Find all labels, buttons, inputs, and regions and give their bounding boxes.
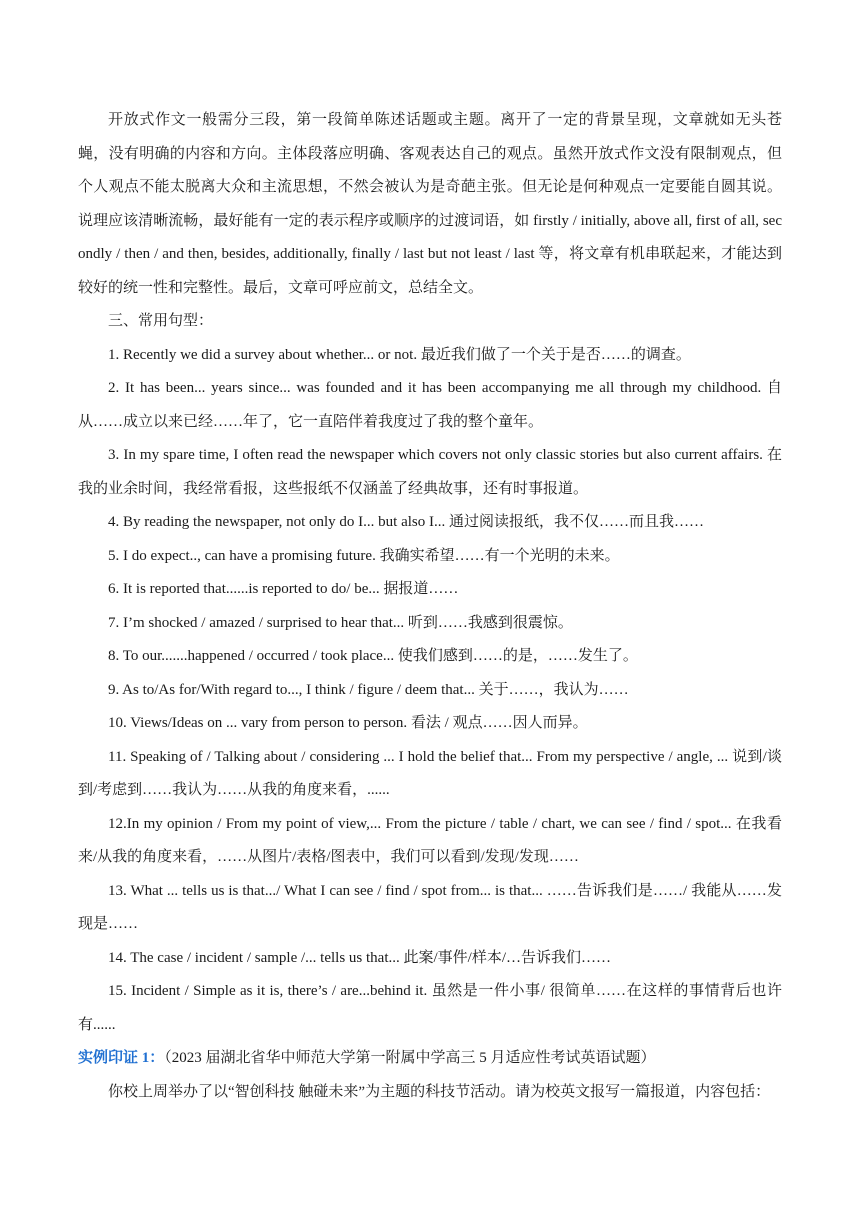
sentence-item: 7. I’m shocked / amazed / surprised to hear that... 听到……我感到很震惊。 [108, 614, 573, 631]
sentence-item: 5. I do expect.., can have a promising future. 我确实希望……有一个光明的未来。 [108, 547, 620, 564]
sentence-item: 13. What ... tells us is that.../ What I can see / find / spot from... is that... ……告诉我们是……/ 我能从……发现是…… [78, 882, 782, 932]
sentence-item: 6. It is reported that......is reported to do/ be... 据报道…… [108, 581, 459, 597]
sentence-item: 9. As to/As for/With regard to..., I think / figure / deem that... 关于……，我认为…… [108, 681, 629, 698]
sentence-item: 11. Speaking of / Talking about / considering ... I hold the belief that... From my perspective / angle, ... 说到/谈到/考虑到……我认为……从我的角度来看，...... [78, 748, 782, 798]
example-header [78, 1042, 782, 1076]
sentence-item: 8. To our.......happened / occurred / took place... 使我们感到……的是，……发生了。 [108, 648, 638, 664]
sentence-item: 3. In my spare time, I often read the newspaper which covers not only classic stories but also current affairs. 在我的业余时间，我经常看报，这些报纸不仅涵盖了经典故事，还有时事报道。 [78, 447, 782, 497]
sentence-item: 10. Views/Ideas on ... vary from person to person. 看法 / 观点……因人而异。 [108, 715, 588, 731]
example-task: 你校上周举办了以“智创科技 触碰未来”为主题的科技节活动。请为校英文报写一篇报道，内容包括： [108, 1083, 771, 1100]
sentence-item: 14. The case / incident / sample /... tells us that... 此案/事件/样本/…告诉我们…… [108, 949, 611, 966]
sentence-item: 4. By reading the newspaper, not only do I... but also I... 通过阅读报纸，我不仅……而且我…… [108, 514, 705, 530]
sentence-item: 15. Incident / Simple as it is, there’s / are...behind it. 虽然是一件小事/ 很简单……在这样的事情背后也许有...... [78, 983, 782, 1033]
example-label: 实例印证 1： [78, 1050, 165, 1066]
sentence-list [78, 339, 782, 1043]
section-heading: 三、常用句型： [108, 313, 214, 329]
document-page [78, 104, 782, 1109]
sentence-item: 1. Recently we did a survey about whether... or not. 最近我们做了一个关于是否……的调查。 [108, 346, 691, 363]
sentence-item: 12.In my opinion / From my point of view,... From the picture / table / chart, we can see / find / spot... 在我看来/从我的角度来看，……从图片/表格/图表中，我们可以看到/发现/发现…… [78, 815, 782, 865]
intro-paragraph: 开放式作文一般需分三段，第一段简单陈述话题或主题。离开了一定的背景呈现，文章就如无头苍蝇，没有明确的内容和方向。主体段落应明确、客观表达自己的观点。虽然开放式作文没有限制观点，但个人观点不能太脱离大众和主流思想，不然会被认为是奇葩主张。但无论是何种观点一定要能自圆其说。说理应该清晰流畅，最好能有一定的表示程序或顺序的过渡词语，如 firstly / initially, above all, first of all, secondly / then / and then, besides, additionally, finally / last but not least / last 等，将文章有机串联起来，才能达到较好的统一性和完整性。最后，文章可呼应前文，总结全文。 [78, 112, 782, 296]
sentence-item: 2. It has been... years since... was founded and it has been accompanying me all through my childhood. 自从……成立以来已经……年了，它一直陪伴着我度过了我的整个童年。 [78, 380, 782, 430]
example-source: （2023 届湖北省华中师范大学第一附属中学高三 5 月适应性考试英语试题） [164, 1050, 656, 1066]
